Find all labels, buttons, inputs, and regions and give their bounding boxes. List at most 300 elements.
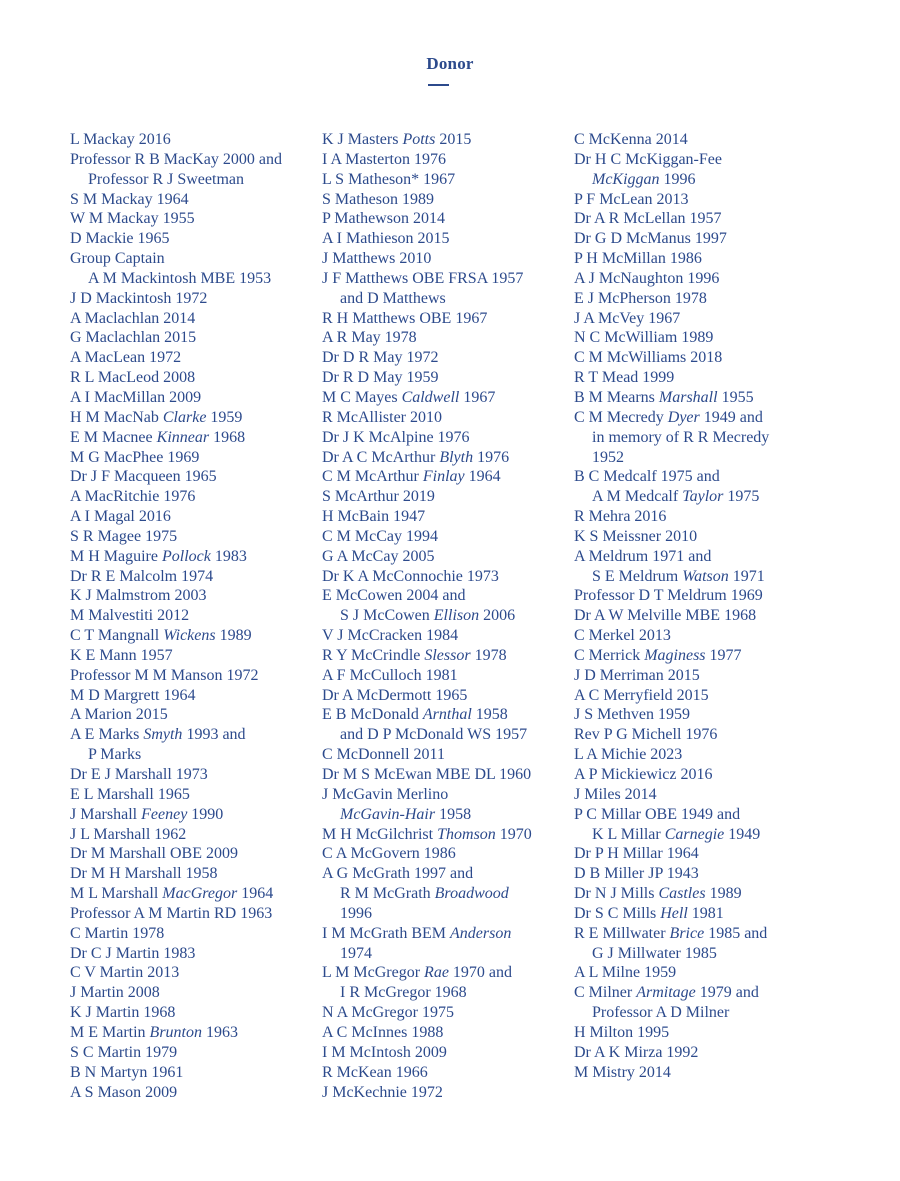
donor-entry	[70, 626, 320, 646]
donor-entry	[70, 686, 320, 706]
donor-entry-text: A MacLean 1972	[70, 349, 182, 367]
donor-entry	[70, 1043, 320, 1063]
donor-entry	[574, 686, 824, 706]
donor-entry	[70, 487, 320, 507]
donor-entry	[70, 309, 320, 329]
donor-entry	[322, 150, 572, 170]
donor-entry-text: 1996	[659, 170, 696, 188]
donor-entry	[70, 864, 320, 884]
donor-entry-text: A F McCulloch 1981	[322, 666, 458, 684]
donor-entry-text: Dr G D McManus 1997	[574, 230, 727, 248]
donor-entry	[322, 527, 572, 547]
donor-entry-text: E M Macnee	[70, 428, 157, 446]
donor-entry-text: Rev P G Michell 1976	[574, 726, 718, 744]
donor-column-3	[574, 130, 824, 1083]
donor-entry-text: E B McDonald	[322, 706, 423, 724]
donor-entry-text: A G McGrath 1997 and R M McGrath	[322, 865, 474, 903]
donor-entry	[70, 209, 320, 229]
donor-entry-text: Dr H C McKiggan-Fee	[574, 150, 722, 168]
donor-entry-text: Professor A M Martin RD 1963	[70, 904, 273, 922]
donor-entry	[574, 904, 824, 924]
donor-entry-text: M Mistry 2014	[574, 1063, 671, 1081]
donor-entry	[574, 924, 824, 964]
donor-entry	[70, 408, 320, 428]
donor-entry-text: C A McGovern 1986	[322, 845, 456, 863]
donor-entry-text: Dr A W Melville MBE 1968	[574, 607, 757, 625]
donor-maiden-name: Anderson	[449, 924, 512, 942]
donor-entry-text: 1975	[723, 488, 760, 506]
donor-entry-text: J S Methven 1959	[574, 706, 690, 724]
donor-entry-text: A MacRitchie 1976	[70, 488, 196, 506]
donor-entry	[322, 785, 572, 825]
donor-maiden-name: Broadwood	[434, 885, 509, 903]
donor-entry-text: K J Martin 1968	[70, 1004, 176, 1022]
donor-entry	[574, 408, 824, 468]
donor-entry-text: 1974	[340, 944, 372, 962]
donor-entry	[574, 745, 824, 765]
donor-entry-text: N A McGregor 1975	[322, 1004, 454, 1022]
donor-entry-text: C Martin 1978	[70, 924, 165, 942]
donor-entry-text: K J Malmstrom 2003	[70, 587, 207, 605]
donor-entry	[322, 190, 572, 210]
donor-entry-text: Professor D T Meldrum 1969	[574, 587, 763, 605]
donor-entry	[322, 130, 572, 150]
donor-entry-text: 1977	[705, 646, 742, 664]
donor-entry-text: M G MacPhee 1969	[70, 448, 200, 466]
donor-entry	[70, 586, 320, 606]
donor-maiden-name: Caldwell	[401, 388, 460, 406]
donor-entry-text: J D Mackintosh 1972	[70, 289, 208, 307]
donor-entry-text: Professor R B MacKay 2000 and Professor R J Sweetman	[70, 150, 282, 188]
donor-entry-text: M E Martin	[70, 1023, 150, 1041]
donor-entry-text: Dr J F Macqueen 1965	[70, 468, 217, 486]
donor-entry	[322, 328, 572, 348]
donor-maiden-name: Clarke	[162, 408, 207, 426]
donor-entry-text: M D Margrett 1964	[70, 686, 196, 704]
donor-entry	[574, 190, 824, 210]
donor-entry	[574, 864, 824, 884]
donor-entry-text: 1967	[459, 388, 496, 406]
donor-entry-text: Dr N J Mills	[574, 885, 659, 903]
donor-entry-text: G Maclachlan 2015	[70, 329, 197, 347]
heading-underline	[428, 84, 449, 86]
donor-entry	[70, 844, 320, 864]
donor-maiden-name: Marshall	[658, 388, 718, 406]
donor-entry	[70, 924, 320, 944]
donor-entry-text: B C Medcalf 1975 and A M Medcalf	[574, 468, 720, 506]
donor-maiden-name: Armitage	[636, 984, 696, 1002]
donor-entry-text: C V Martin 2013	[70, 964, 180, 982]
donor-entry	[574, 368, 824, 388]
donor-maiden-name: Wickens	[163, 627, 216, 645]
donor-entry	[574, 844, 824, 864]
donor-entry	[574, 884, 824, 904]
donor-entry-text: Dr E J Marshall 1973	[70, 766, 208, 783]
donor-maiden-name: Smyth	[143, 726, 183, 744]
donor-entry-text: R McKean 1966	[322, 1063, 428, 1081]
donor-entry-text: S C Martin 1979	[70, 1043, 178, 1061]
donor-entry	[322, 388, 572, 408]
donor-entry	[70, 388, 320, 408]
donor-entry-text: 1978	[470, 646, 507, 664]
donor-entry	[322, 626, 572, 646]
donor-entry	[322, 825, 572, 845]
donor-entry	[574, 963, 824, 983]
donor-entry-text: C Milner	[574, 984, 637, 1002]
donor-entry-text: 1981	[687, 904, 724, 922]
donor-entry-text: J Matthews 2010	[322, 250, 432, 268]
donor-entry-text: J Miles 2014	[574, 785, 657, 803]
donor-column-2	[322, 130, 572, 1102]
donor-entry-text: Dr D R May 1972	[322, 349, 439, 367]
donor-entry	[574, 527, 824, 547]
donor-entry-text: Group Captain A M Mackintosh MBE 1953	[70, 250, 272, 287]
donor-entry	[322, 368, 572, 388]
donor-entry-text: R T Mead 1999	[574, 369, 675, 387]
donor-entry	[70, 1023, 320, 1043]
donor-entry-text: Dr A C McArthur	[322, 448, 440, 466]
donor-entry-text: S R Magee 1975	[70, 527, 178, 545]
donor-entry-text: L A Michie 2023	[574, 746, 683, 764]
donor-entry	[70, 1063, 320, 1083]
donor-entry	[70, 963, 320, 983]
donor-entry	[70, 983, 320, 1003]
donor-entry-text: 1979 and Professor A D Milner	[592, 984, 759, 1022]
donor-entry-text: Dr A K Mirza 1992	[574, 1043, 699, 1061]
donor-maiden-name: Finlay	[422, 468, 465, 486]
donor-entry-text: 1964	[237, 885, 274, 903]
donor-entry	[574, 586, 824, 606]
donor-entry	[574, 1023, 824, 1043]
donor-entry-text: A P Mickiewicz 2016	[574, 766, 713, 783]
donor-entry-text: V J McCracken 1984	[322, 627, 459, 645]
donor-entry-text: M C Mayes	[322, 388, 402, 406]
donor-entry	[322, 864, 572, 924]
donor-entry	[322, 269, 572, 309]
donor-entry	[322, 686, 572, 706]
donor-maiden-name: Maginess	[644, 646, 706, 664]
donor-entry	[574, 289, 824, 309]
donor-entry	[574, 150, 824, 190]
donor-entry	[574, 328, 824, 348]
donor-entry	[70, 190, 320, 210]
donor-entry	[322, 229, 572, 249]
donor-entry-text: 1958 and D P McDonald WS 1957	[340, 706, 528, 744]
donor-entry	[70, 805, 320, 825]
donor-entry-text: C M McWilliams 2018	[574, 349, 723, 367]
donor-maiden-name: Castles	[658, 885, 706, 903]
donor-entry	[574, 725, 824, 745]
donor-entry	[322, 705, 572, 745]
donor-maiden-name: Rae	[424, 964, 449, 982]
donor-entry	[322, 348, 572, 368]
donor-entry	[70, 765, 320, 785]
donor-entry-text: J D Merriman 2015	[574, 666, 700, 684]
donor-entry-text: M L Marshall	[70, 885, 163, 903]
donor-entry	[322, 567, 572, 587]
donor-entry-text: A I MacMillan 2009	[70, 388, 202, 406]
donor-entry-text: R H Matthews OBE 1967	[322, 309, 488, 327]
donor-entry	[322, 1003, 572, 1023]
donor-entry-text: C M Mecredy	[574, 408, 668, 426]
donor-entry-text: J A McVey 1967	[574, 309, 681, 327]
donor-entry	[322, 1043, 572, 1063]
donor-entry-text: B M Mearns	[574, 388, 659, 406]
donor-entry-text: Dr C J Martin 1983	[70, 944, 196, 962]
donor-entry-text: P H McMillan 1986	[574, 250, 702, 268]
donor-entry-text: 1958	[435, 805, 472, 823]
donor-entry-text: J McKechnie 1972	[322, 1083, 443, 1101]
donor-entry-text: N C McWilliam 1989	[574, 329, 714, 347]
donor-entry	[70, 606, 320, 626]
donor-entry	[70, 785, 320, 805]
donor-entry	[322, 507, 572, 527]
donor-maiden-name: Thomson	[437, 825, 496, 843]
donor-entry	[322, 1063, 572, 1083]
donor-entry-text: I M McIntosh 2009	[322, 1043, 447, 1061]
donor-entry-text: K S Meissner 2010	[574, 527, 698, 545]
donor-entry	[322, 963, 572, 1003]
donor-entry-text: 1955	[717, 388, 754, 406]
donor-entry-text: E McCowen 2004 and S J McCowen	[322, 587, 466, 625]
donor-entry-text: Dr R D May 1959	[322, 369, 439, 387]
donor-maiden-name: Slessor	[424, 646, 471, 664]
donor-entry	[70, 705, 320, 725]
donor-entry	[322, 547, 572, 567]
donor-entry-text: H M MacNab	[70, 408, 163, 426]
donor-entry-text: A I Magal 2016	[70, 508, 171, 526]
donor-maiden-name: Brunton	[149, 1023, 202, 1041]
donor-entry	[574, 805, 824, 845]
donor-entry-text: Dr R E Malcolm 1974	[70, 567, 214, 585]
donor-entry	[70, 328, 320, 348]
donor-entry	[574, 547, 824, 587]
donor-entry	[574, 348, 824, 368]
donor-entry-text: 1989	[215, 627, 252, 645]
donor-entry	[322, 586, 572, 626]
donor-entry	[574, 309, 824, 329]
donor-entry-text: 1949	[724, 825, 761, 843]
donor-maiden-name: Hell	[660, 904, 688, 922]
donor-entry-text: W M Mackay 1955	[70, 210, 195, 228]
donor-entry	[322, 844, 572, 864]
donor-entry-text: Dr M S McEwan MBE DL 1960	[322, 766, 532, 783]
donor-entry	[70, 368, 320, 388]
donor-entry-text: R McAllister 2010	[322, 408, 442, 426]
donor-entry-text: A C McInnes 1988	[322, 1023, 444, 1041]
donor-entry	[70, 150, 320, 190]
donor-entry-text: J Marshall	[70, 805, 142, 823]
donor-maiden-name: Ellison	[433, 607, 480, 625]
donor-entry-text: A J McNaughton 1996	[574, 269, 720, 287]
donor-maiden-name: McGavin-Hair	[340, 805, 436, 823]
donor-column-1	[70, 130, 320, 1102]
donor-entry-text: K E Mann 1957	[70, 646, 173, 664]
donor-maiden-name: Kinnear	[156, 428, 210, 446]
donor-entry	[322, 745, 572, 765]
donor-maiden-name: Blyth	[439, 448, 474, 466]
donor-entry	[70, 884, 320, 904]
donor-entry	[70, 567, 320, 587]
donor-entry-text: S McArthur 2019	[322, 488, 435, 506]
donor-entry	[322, 408, 572, 428]
donor-maiden-name: Pollock	[161, 547, 211, 565]
donor-entry-text: I M McGrath BEM	[322, 924, 450, 942]
page-heading: Donor	[426, 54, 474, 73]
donor-entry	[322, 467, 572, 487]
donor-entry-text: 1970 and I R McGregor 1968	[340, 964, 513, 1002]
donor-entry-text: 2015	[435, 131, 472, 148]
donor-entry-text: 1964	[464, 468, 501, 486]
donor-entry-text: 1971	[728, 567, 765, 585]
donor-entry	[322, 646, 572, 666]
donor-entry-text: A S Mason 2009	[70, 1083, 178, 1101]
donor-maiden-name: MacGregor	[162, 885, 238, 903]
donor-entry-text: L M McGregor	[322, 964, 425, 982]
donor-entry-text: 1989	[705, 885, 742, 903]
donor-entry	[70, 428, 320, 448]
donor-entry-text: K J Masters	[322, 131, 403, 148]
donor-entry-text: A Marion 2015	[70, 706, 168, 724]
donor-maiden-name: Dyer	[667, 408, 700, 426]
donor-entry-text: M Malvestiti 2012	[70, 607, 190, 625]
donor-entry	[70, 229, 320, 249]
donor-entry	[322, 448, 572, 468]
donor-entry-text: 1993 and P Marks	[88, 726, 246, 764]
donor-entry	[574, 388, 824, 408]
donor-entry	[574, 983, 824, 1023]
donor-entry	[70, 289, 320, 309]
donor-entry	[322, 249, 572, 269]
donor-entry	[322, 1023, 572, 1043]
donor-entry	[574, 626, 824, 646]
donor-entry-text: 1983	[210, 547, 247, 565]
donor-entry-text: H Milton 1995	[574, 1023, 670, 1041]
donor-maiden-name: Carnegie	[664, 825, 725, 843]
donor-entry-text: L S Matheson* 1967	[322, 170, 456, 188]
donor-entry-text: G A McCay 2005	[322, 547, 435, 565]
donor-maiden-name: McKiggan	[592, 170, 660, 188]
donor-entry	[70, 1083, 320, 1103]
donor-maiden-name: Taylor	[682, 488, 724, 506]
donor-entry-text: P Mathewson 2014	[322, 210, 445, 228]
donor-entry-text: Dr K A McConnochie 1973	[322, 567, 499, 585]
donor-entry	[70, 507, 320, 527]
donor-entry	[574, 1043, 824, 1063]
donor-entry	[70, 448, 320, 468]
donor-entry	[574, 705, 824, 725]
donor-entry-text: S M Mackay 1964	[70, 190, 189, 208]
donor-entry	[574, 249, 824, 269]
donor-entry	[574, 507, 824, 527]
donor-entry-text: C M McCay 1994	[322, 527, 438, 545]
donor-entry	[70, 646, 320, 666]
donor-entry-text: M H Maguire	[70, 547, 162, 565]
donor-entry-text: Dr S C Mills	[574, 904, 661, 922]
donor-entry	[70, 944, 320, 964]
donor-entry-text: E J McPherson 1978	[574, 289, 707, 307]
donor-entry	[322, 924, 572, 964]
donor-entry	[322, 209, 572, 229]
donor-entry-text: C T Mangnall	[70, 627, 164, 645]
donor-entry-text: C McDonnell 2011	[322, 746, 445, 764]
donor-entry	[322, 428, 572, 448]
donor-entry	[322, 487, 572, 507]
donor-entry-text: I A Masterton 1976	[322, 150, 446, 168]
donor-entry	[322, 1083, 572, 1103]
donor-entry-text: A C Merryfield 2015	[574, 686, 709, 704]
donor-entry-text: 1976	[473, 448, 510, 466]
donor-entry-text: A Meldrum 1971 and S E Meldrum	[574, 547, 712, 585]
donor-entry	[322, 309, 572, 329]
donor-entry-text: 1959	[206, 408, 243, 426]
donor-entry	[70, 130, 320, 150]
donor-entry-text: M H McGilchrist	[322, 825, 438, 843]
donor-entry	[574, 765, 824, 785]
donor-entry-text: R Mehra 2016	[574, 508, 667, 526]
donor-entry	[574, 666, 824, 686]
donor-entry-text: 1968	[209, 428, 246, 446]
donor-entry-text: D B Miller JP 1943	[574, 865, 699, 883]
donor-entry-text: 1996	[340, 904, 372, 922]
donor-entry-text: E L Marshall 1965	[70, 785, 190, 803]
donor-entry-text: Dr M H Marshall 1958	[70, 865, 218, 883]
donor-entry	[322, 666, 572, 686]
donor-entry-text: L Mackay 2016	[70, 131, 171, 148]
donor-entry-text: Dr J K McAlpine 1976	[322, 428, 470, 446]
donor-entry-text: J McGavin Merlino	[322, 785, 449, 803]
donor-entry	[574, 209, 824, 229]
donor-entry	[574, 130, 824, 150]
donor-entry	[70, 527, 320, 547]
donor-entry-text: Dr M Marshall OBE 2009	[70, 845, 238, 863]
donor-entry-text: A Maclachlan 2014	[70, 309, 196, 327]
donor-entry-text: P F McLean 2013	[574, 190, 689, 208]
donor-entry	[70, 825, 320, 845]
donor-entry	[70, 725, 320, 765]
donor-entry-text: 1985 and G J Millwater 1985	[592, 924, 768, 962]
donor-entry-text: A R May 1978	[322, 329, 417, 347]
donor-entry-text: J L Marshall 1962	[70, 825, 187, 843]
donor-entry	[574, 785, 824, 805]
donor-entry-text: R E Millwater	[574, 924, 670, 942]
donor-entry-text: Professor M M Manson 1972	[70, 666, 259, 684]
donor-entry-text: H McBain 1947	[322, 508, 426, 526]
donor-entry-text: 1963	[202, 1023, 238, 1041]
donor-entry	[70, 547, 320, 567]
donor-entry	[574, 467, 824, 507]
donor-entry-text: R L MacLeod 2008	[70, 369, 196, 387]
donor-entry-text: Dr P H Millar 1964	[574, 845, 699, 863]
donor-entry	[322, 170, 572, 190]
donor-maiden-name: Arnthal	[422, 706, 472, 724]
donor-entry-text: B N Martyn 1961	[70, 1063, 184, 1081]
donor-entry	[70, 249, 320, 289]
donor-entry	[70, 904, 320, 924]
donor-entry-text: 1949 and in memory of R R Mecredy 1952	[592, 408, 770, 466]
donor-entry-text: Dr A R McLellan 1957	[574, 210, 722, 228]
donor-entry	[70, 348, 320, 368]
donor-entry-text: 2006	[479, 607, 516, 625]
donor-entry-text: 1970	[495, 825, 532, 843]
donor-entry-text: R Y McCrindle	[322, 646, 425, 664]
donor-entry	[574, 229, 824, 249]
donor-maiden-name: Feeney	[141, 805, 188, 823]
donor-entry-text: 1990	[187, 805, 224, 823]
donor-entry	[574, 606, 824, 626]
donor-entry-text: C M McArthur	[322, 468, 423, 486]
donor-entry-text: C McKenna 2014	[574, 131, 688, 148]
